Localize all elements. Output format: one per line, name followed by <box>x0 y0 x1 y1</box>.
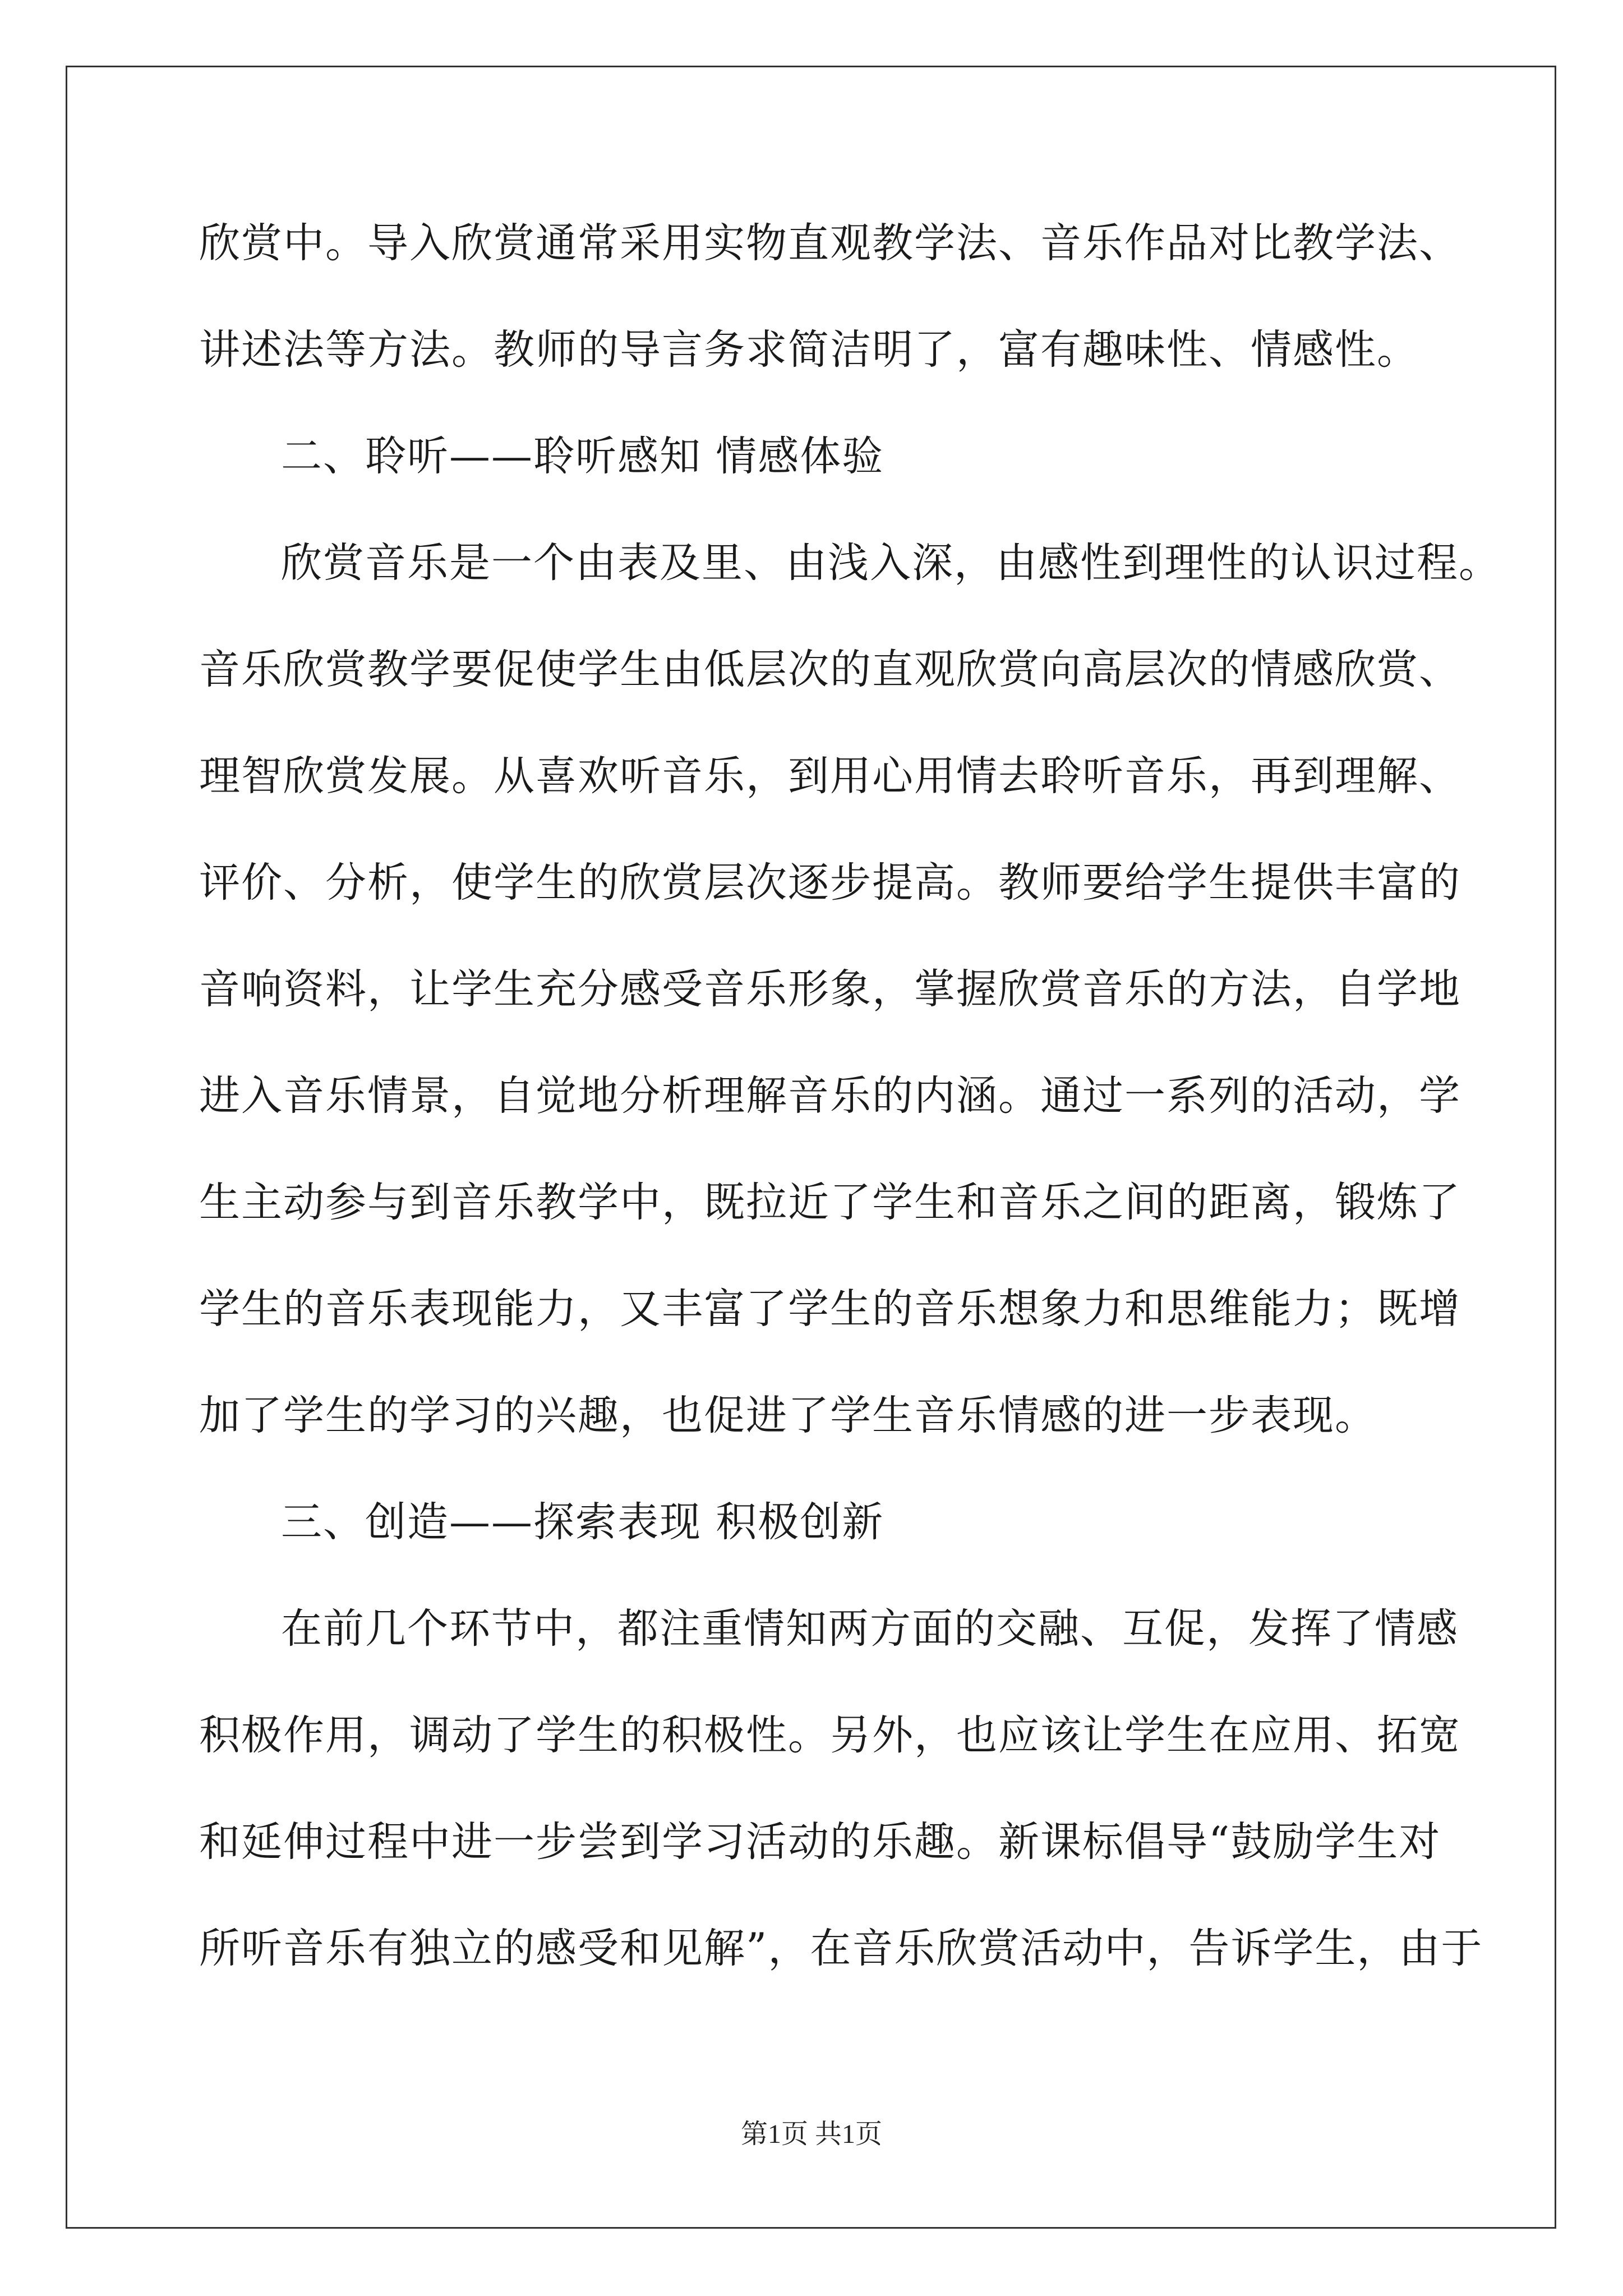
text-line: 积极作用，调动了学生的积极性。另外，也应该让学生在应用、拓宽 <box>199 1711 1461 1759</box>
text-line: 讲述法等方法。教师的导言务求简洁明了，富有趣味性、情感性。 <box>199 326 1419 374</box>
text-line: 加了学生的学习的兴趣，也促进了学生音乐情感的进一步表现。 <box>199 1392 1377 1439</box>
section-heading: 二、聆听——聆听感知 情感体验 <box>281 432 884 480</box>
text-line: 评价、分析，使学生的欣赏层次逐步提高。教师要给学生提供丰富的 <box>199 859 1461 907</box>
text-line: 理智欣赏发展。从喜欢听音乐，到用心用情去聆听音乐，再到理解、 <box>199 752 1461 800</box>
text-line: 生主动参与到音乐教学中，既拉近了学生和音乐之间的距离，锻炼了 <box>199 1179 1461 1226</box>
text-line: 欣赏中。导入欣赏通常采用实物直观教学法、音乐作品对比教学法、 <box>199 219 1461 267</box>
text-line: 和延伸过程中进一步尝到学习活动的乐趣。新课标倡导“鼓励学生对 <box>199 1818 1441 1866</box>
text-line: 音响资料，让学生充分感受音乐形象，掌握欣赏音乐的方法，自学地 <box>199 965 1461 1013</box>
text-line: 在前几个环节中，都注重情知两方面的交融、互促，发挥了情感 <box>281 1605 1459 1653</box>
page-number-footer: 第1页 共1页 <box>740 2119 882 2149</box>
text-line: 所听音乐有独立的感受和见解”，在音乐欣赏活动中，告诉学生，由于 <box>199 1925 1483 1972</box>
section-heading: 三、创造——探索表现 积极创新 <box>281 1498 884 1546</box>
text-line: 学生的音乐表现能力，又丰富了学生的音乐想象力和思维能力；既增 <box>199 1285 1461 1333</box>
text-line: 欣赏音乐是一个由表及里、由浅入深，由感性到理性的认识过程。 <box>281 539 1501 587</box>
document-body <box>199 214 1501 2026</box>
text-line: 音乐欣赏教学要促使学生由低层次的直观欣赏向高层次的情感欣赏、 <box>199 646 1461 693</box>
text-line: 进入音乐情景，自觉地分析理解音乐的内涵。通过一系列的活动，学 <box>199 1072 1461 1120</box>
